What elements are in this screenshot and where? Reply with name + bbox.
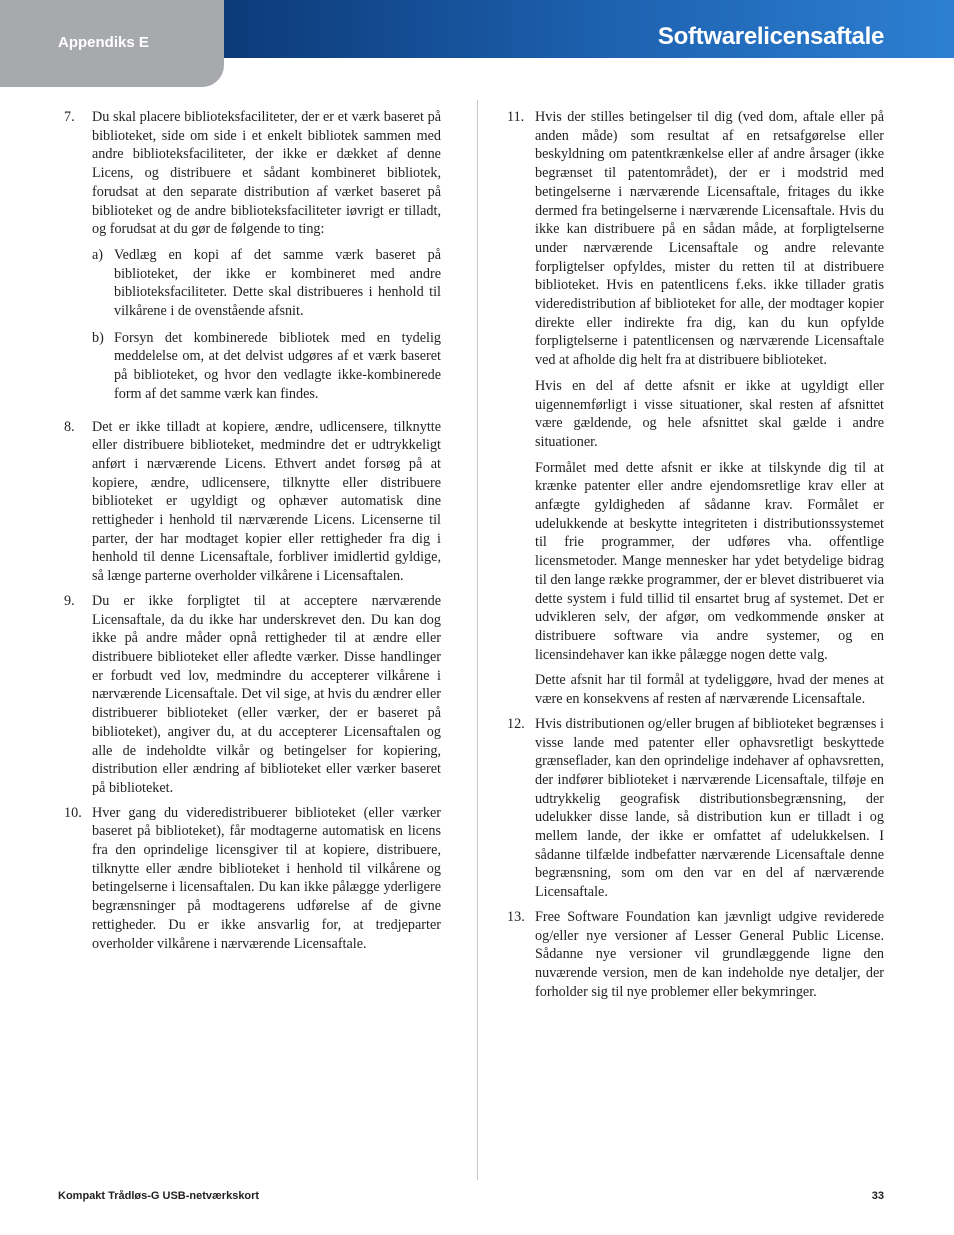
- item-paragraph: Hvis der stilles betingelser til dig (ved dom, aftale eller på anden måde) som resultat af en retsafgørelse eller beskyldning om patentkrænkelse eller af andre årsager (ikke begrænset til patentområdet), der er i modstrid med betingelserne i nærværende Licensaftale, fritages du ikke dermed fra betingelserne i nærværende Licensaftale. Hvis du ikke kan distribuere på en sådan måde, at forpligtelserne under nærværende Licensaftale og andre relevante forpligtelser opfyldes, mister du retten til at distribuere biblioteket. Hvis en patentlicens f.eks. ikke tillader gratis videredistribution af biblioteket for alle, der modtager kopier direkte eller indirekte fra dig, kan du kun opfylde forpligtelserne i patentlicensen og nærværende Licensaftale ved at afholde dig helt fra at distribuere biblioteket.: [535, 109, 884, 369]
- item-number: 8.: [64, 418, 75, 435]
- page-number: 33: [871, 1190, 884, 1202]
- item-text: Free Software Foundation kan jævnligt udgive reviderede og/eller nye versioner af Lesser General Public License. Sådanne nye versioner vil grundlæggende ligne den nuværende version, men de kan indeholde nye detaljer, der forholder sig til nye problemer eller bekymringer.: [535, 908, 884, 1000]
- footer-product-name: Kompakt Trådløs-G USB-netværkskort: [58, 1190, 260, 1202]
- left-column: [64, 108, 441, 959]
- list-item-11: [507, 108, 884, 709]
- right-column: [507, 108, 884, 1007]
- list-item-8: [64, 418, 441, 586]
- item-number: 10.: [64, 804, 82, 821]
- item-paragraph: Dette afsnit har til formål at tydeliggøre, hvad der menes at være en konsekvens af resten af nærværende Licensaftale.: [535, 672, 884, 708]
- column-divider: [477, 100, 478, 1180]
- item-number: 7.: [64, 109, 75, 125]
- list-item-13: [507, 908, 884, 1002]
- appendix-tab: [0, 0, 224, 87]
- item-number: 9.: [64, 592, 75, 609]
- list-item-10: [64, 804, 441, 954]
- list-item-7: [64, 108, 441, 412]
- sub-item-text: Forsyn det kombinerede bibliotek med en tydelig meddelelse om, at det delvist udgøres af et værk baseret på biblioteket, og hvor den vedlagte ikke-kombinerede form af det samme værk kan findes.: [114, 329, 441, 402]
- item-number: 11.: [507, 109, 525, 125]
- item-paragraph: Formålet med dette afsnit er ikke at tilskynde dig til at krænke patenter eller andre ejendomsretlige krav eller at anfægte gyldigheden af sådanne krav. Formålet er udelukkende at beskytte integriteten i distributionssystemet til frie programmer, der udføres vha. offentlige licensmetoder. Mange mennesker har ydet betydelige bidrag til den lange række programmer, der er blevet distribueret via dette system i fuld tillid til ensartet brug af systemet. Det er udvikleren selv, der afgør, om vedkommende ønsker at distribuere software via andre systemer, og en licensindehaver kan ikke pålægge nogen dette valg.: [535, 459, 884, 663]
- list-item-12: [507, 715, 884, 902]
- item-text: Du skal placere biblioteksfaciliteter, der er et værk baseret på biblioteket, side om side i et enkelt bibliotek sammen med andre biblioteksfaciliteter, der ikke er dækket af denne Licens, og distribuere et sådant kombineret bibliotek, forudsat at den separate distribution af værket baseret på biblioteket og de andre biblioteksfaciliteter iøvrigt er tilladt, og forudsat at du gør de følgende to ting:: [92, 109, 441, 238]
- sub-item-letter: b): [92, 329, 104, 346]
- item-number: 13.: [507, 908, 525, 925]
- item-text: Hver gang du videredistribuerer biblioteket (eller værker baseret på biblioteket), får modtagerne automatisk en licens fra den oprindelige licensgiver til at kopiere, distribuere, tilknytte eller ændre biblioteket i henhold til vilkårene og betingelserne i licensaftalen. Du kan ikke pålægge yderligere begrænsninger på modtagerens udførelse af de givne rettigheder. Du er ikke ansvarlig for, at tredjeparter overholder vilkårene i nærværende Licensaftale.: [92, 804, 441, 952]
- item-text: Du er ikke forpligtet til at acceptere nærværende Licensaftale, da du ikke har underskrevet den. Du kan dog ikke på andre måder opnå rettigheder til at ændre eller distribuere biblioteket eller afledte værker. Disse handlinger er forbudt ved lov, medmindre du accepterer vilkårene i nærværende Licensaftale. Det vil sige, at hvis du ændrer eller distribuerer biblioteket (eller værker, der er baseret på biblioteket), angiver du, at du accepterer Licensaftalen og alle de indeholdte vilkår og betingelser for kopiering, distribution eller ændring af biblioteket eller værker baseret på biblioteket.: [92, 592, 441, 796]
- appendix-label: Appendiks E: [58, 34, 149, 51]
- item-text: Det er ikke tilladt at kopiere, ændre, udlicensere, tilknytte eller distribuere biblioteket, medmindre det er udtrykkeligt anført i nærværende Licens. Ethvert andet forsøg på at kopiere, ændre, udlicensere, tilknytte eller distribuere biblioteket er ugyldigt og ophæver automatisk dine rettigheder i henhold til nærværende Licens. Licenserne til parter, der har modtaget kopier eller rettigheder fra dig i henhold til denne Licensaftale, forbliver imidlertid gyldige, så længe parterne overholder vilkårene i Licensaftalen.: [92, 418, 441, 585]
- list-item-9: [64, 592, 441, 798]
- sub-item-letter: a): [92, 246, 104, 263]
- item-text: Hvis distributionen og/eller brugen af biblioteket begrænses i visse lande med patenter eller ophavsretligt beskyttede grænseflader, kan den oprindelige indehaver af ophavsretten, der indfører biblioteket i nærværende Licensaftale, tilføje en udtrykkelig geografisk distributionsbegrænsning, der udelukker disse lande, så distribution kun er tilladt i og mellem lande, der ikke er omfattet af udelukkelsen. I sådanne tilfælde indbefatter nærværende Licensaftale denne begrænsning, som om den var en del af nærværende Licensaftale.: [535, 715, 884, 901]
- sub-item-text: Vedlæg en kopi af det samme værk baseret på biblioteket, der ikke er kombineret med andre biblioteksfaciliteter. Dette skal distribueres i henhold til vilkårene i de ovenstående afsnit.: [114, 246, 441, 320]
- item-paragraph: Hvis en del af dette afsnit er ikke at ugyldigt eller uigennemførligt i visse situationer, skal resten af afsnittet være gældende, og hele afsnittet skal gælde i andre situationer.: [535, 377, 884, 450]
- header-bar: [224, 0, 954, 58]
- sub-item-b: [92, 329, 441, 404]
- sub-item-a: [92, 246, 441, 321]
- page-title: Softwarelicensaftale: [657, 23, 884, 50]
- item-number: 12.: [507, 715, 525, 732]
